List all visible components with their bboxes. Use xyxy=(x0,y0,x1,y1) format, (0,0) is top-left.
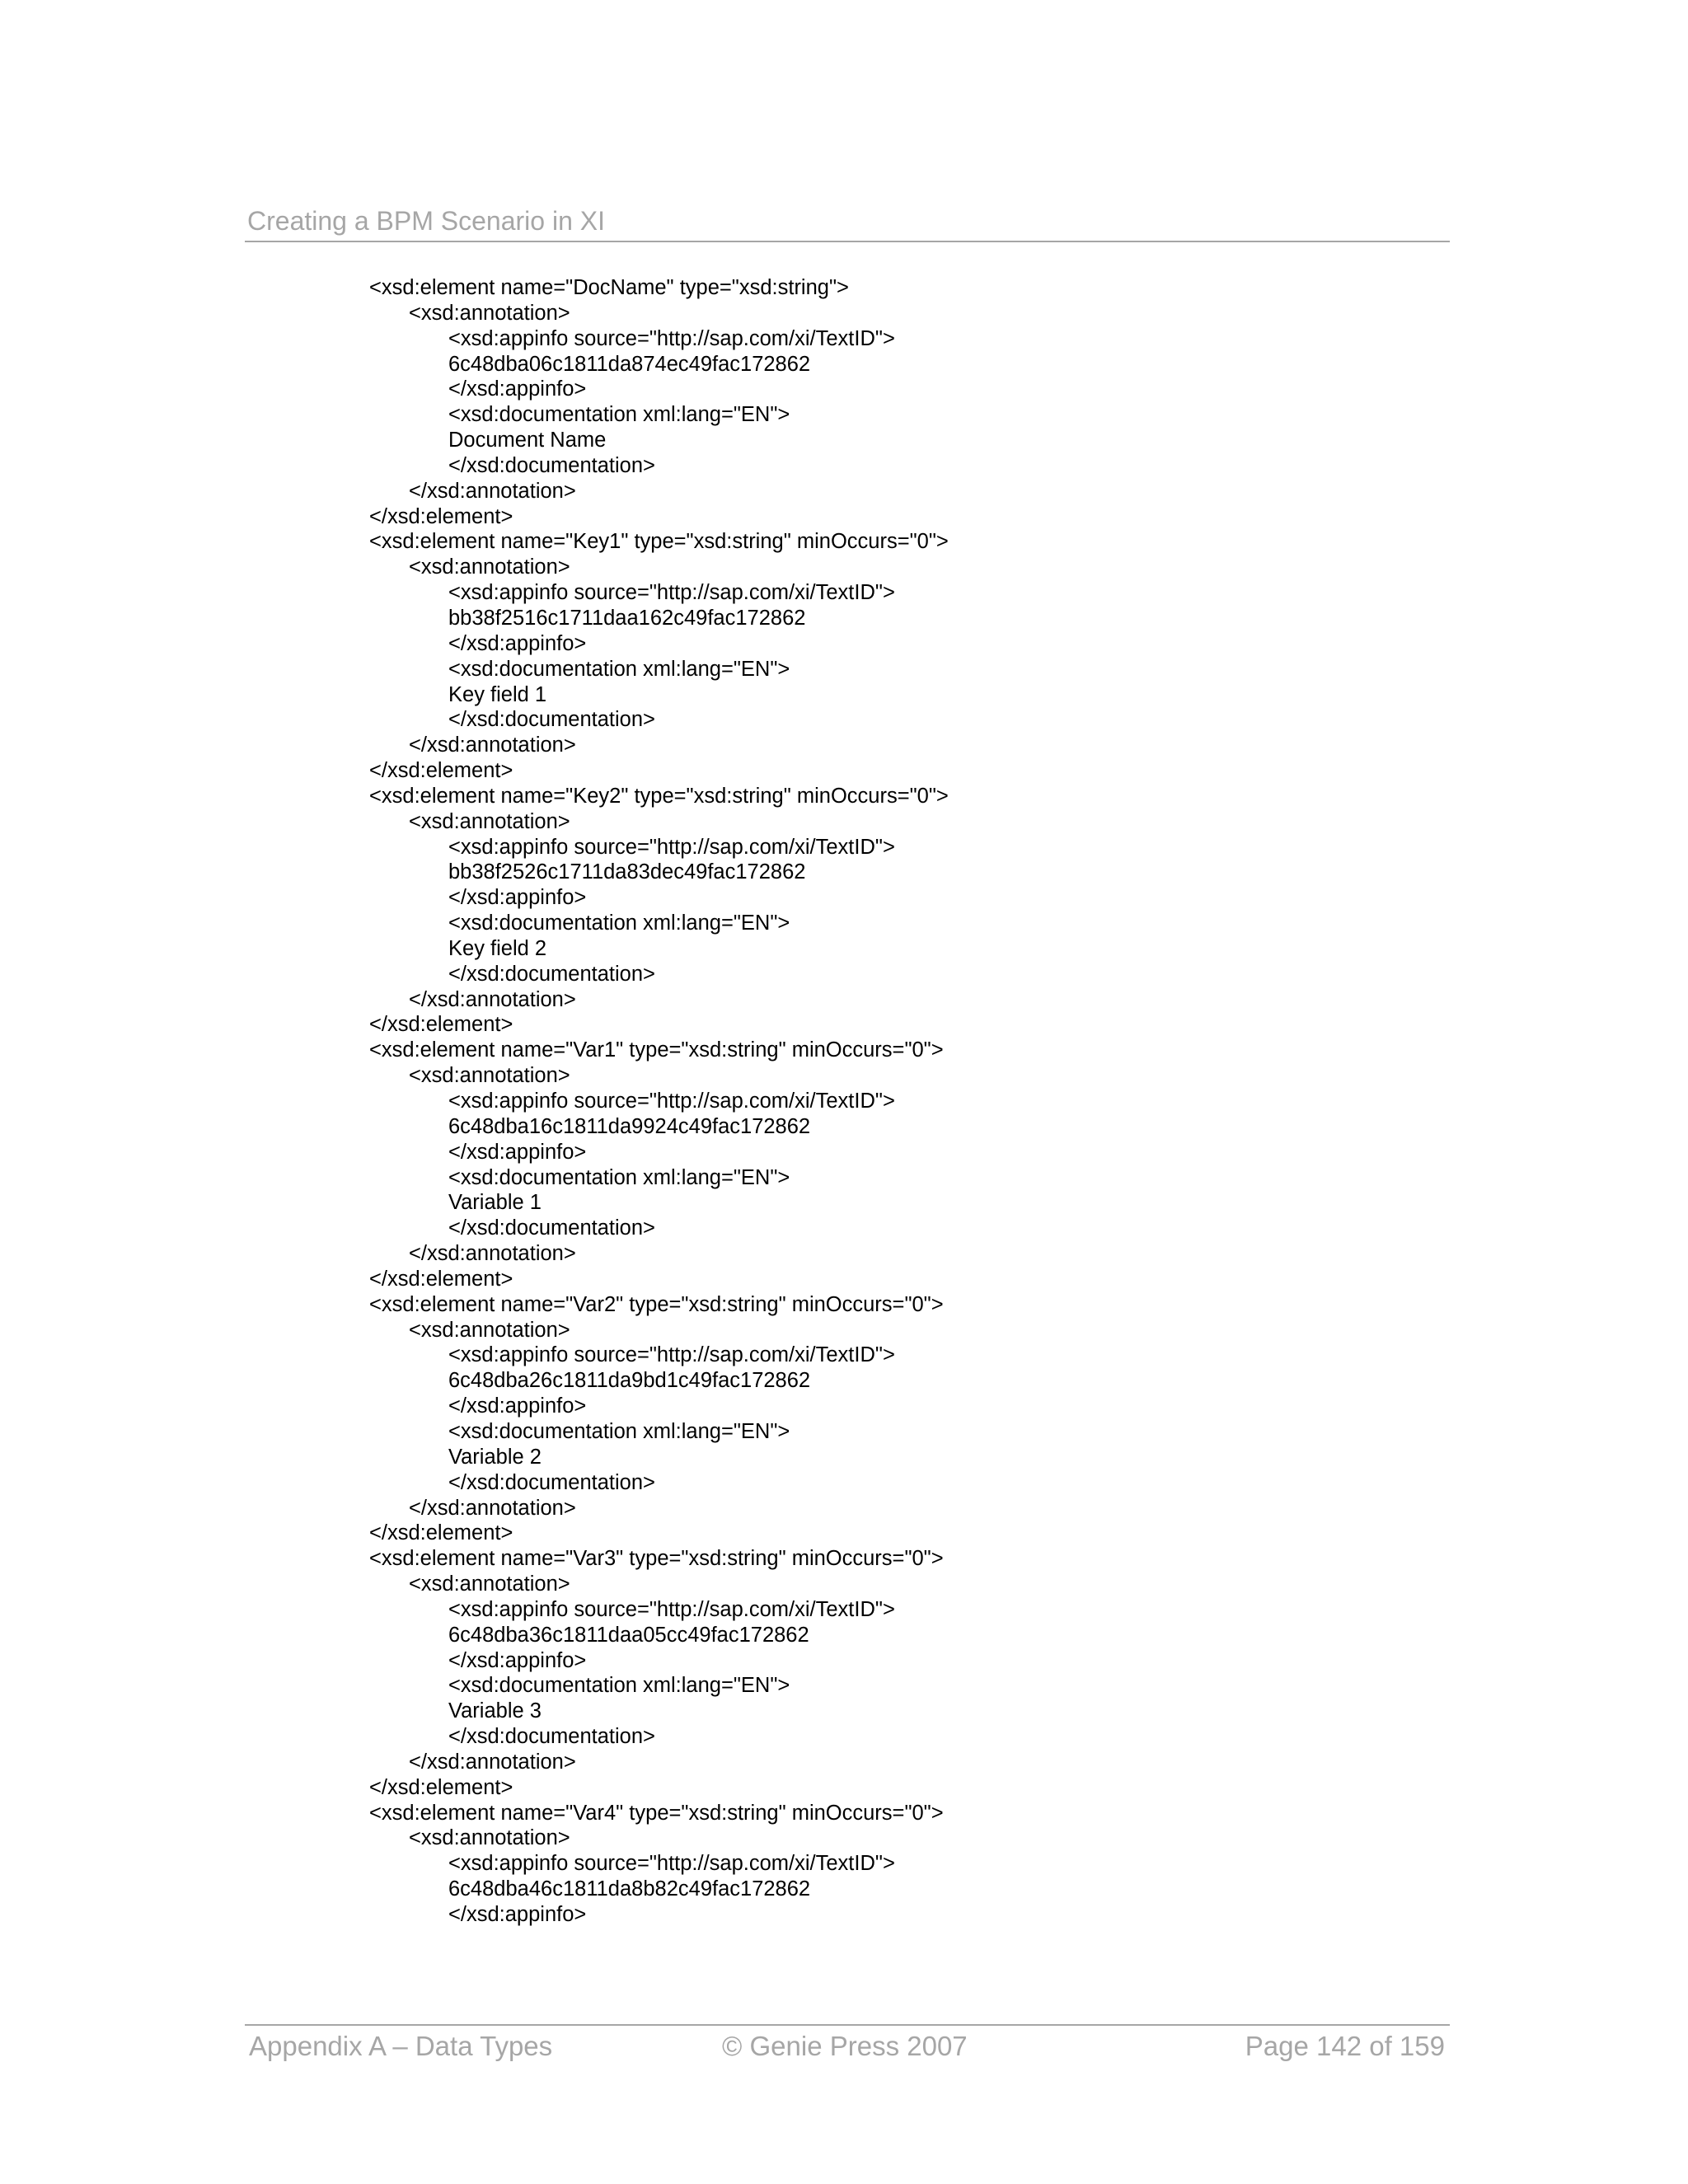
code-line: </xsd:appinfo> xyxy=(448,886,587,910)
code-line: <xsd:element name="Var3" type="xsd:string" minOccurs="0"> xyxy=(369,1547,944,1571)
code-line: 6c48dba26c1811da9bd1c49fac172862 xyxy=(448,1369,811,1393)
header-divider xyxy=(245,241,1450,242)
code-line: <xsd:annotation> xyxy=(409,1318,570,1342)
code-line: <xsd:element name="Var2" type="xsd:string" minOccurs="0"> xyxy=(369,1292,944,1316)
footer-page-number: Page 142 of 159 xyxy=(1245,2031,1445,2061)
code-line: bb38f2516c1711daa162c49fac172862 xyxy=(448,606,806,630)
code-line: <xsd:element name="Var1" type="xsd:string" minOccurs="0"> xyxy=(369,1038,944,1062)
code-line: </xsd:documentation> xyxy=(448,1216,655,1240)
code-line: 6c48dba16c1811da9924c49fac172862 xyxy=(448,1114,811,1138)
code-line: <xsd:annotation> xyxy=(409,301,570,325)
code-line: <xsd:element name="Key1" type="xsd:string" minOccurs="0"> xyxy=(369,530,949,554)
code-line: </xsd:element> xyxy=(369,759,513,783)
code-line: <xsd:appinfo source="http://sap.com/xi/TextID"> xyxy=(448,1343,895,1367)
page-header-title: Creating a BPM Scenario in XI xyxy=(247,206,605,236)
code-line: </xsd:element> xyxy=(369,504,513,528)
footer-divider xyxy=(245,2024,1450,2026)
code-line: <xsd:documentation xml:lang="EN"> xyxy=(448,1419,790,1443)
code-line: <xsd:element name="Key2" type="xsd:string" minOccurs="0"> xyxy=(369,784,949,808)
footer-copyright: © Genie Press 2007 xyxy=(722,2031,968,2061)
code-line: </xsd:documentation> xyxy=(448,962,655,986)
code-line: <xsd:appinfo source="http://sap.com/xi/TextID"> xyxy=(448,326,895,350)
code-line: </xsd:appinfo> xyxy=(448,1648,587,1672)
code-line: <xsd:element name="Var4" type="xsd:string" minOccurs="0"> xyxy=(369,1801,944,1825)
code-line: </xsd:appinfo> xyxy=(448,631,587,655)
code-line: <xsd:documentation xml:lang="EN"> xyxy=(448,1674,790,1698)
code-line: </xsd:element> xyxy=(369,1775,513,1799)
code-line: </xsd:documentation> xyxy=(448,708,655,732)
code-line: Variable 2 xyxy=(448,1445,542,1469)
footer-section-title: Appendix A – Data Types xyxy=(249,2031,553,2061)
code-line: <xsd:documentation xml:lang="EN"> xyxy=(448,1165,790,1189)
code-line: <xsd:annotation> xyxy=(409,1064,570,1088)
code-line: 6c48dba36c1811daa05cc49fac172862 xyxy=(448,1623,809,1647)
code-line: Variable 1 xyxy=(448,1191,542,1215)
code-line: <xsd:appinfo source="http://sap.com/xi/TextID"> xyxy=(448,1597,895,1621)
code-line: </xsd:annotation> xyxy=(409,1750,576,1774)
code-line: Document Name xyxy=(448,429,607,452)
code-line: </xsd:element> xyxy=(369,1267,513,1291)
code-line: </xsd:appinfo> xyxy=(448,1394,587,1418)
code-line: <xsd:annotation> xyxy=(409,809,570,833)
code-line: </xsd:element> xyxy=(369,1013,513,1037)
code-line: <xsd:annotation> xyxy=(409,555,570,579)
code-line: <xsd:documentation xml:lang="EN"> xyxy=(448,912,790,935)
code-line: </xsd:annotation> xyxy=(409,733,576,757)
code-line: Variable 3 xyxy=(448,1699,542,1723)
code-line: <xsd:documentation xml:lang="EN"> xyxy=(448,403,790,427)
code-line: </xsd:annotation> xyxy=(409,987,576,1011)
code-line: <xsd:documentation xml:lang="EN"> xyxy=(448,657,790,681)
code-line: </xsd:annotation> xyxy=(409,479,576,503)
code-line: <xsd:appinfo source="http://sap.com/xi/TextID"> xyxy=(448,1852,895,1876)
code-line: 6c48dba46c1811da8b82c49fac172862 xyxy=(448,1877,811,1901)
code-line: <xsd:element name="DocName" type="xsd:string"> xyxy=(369,276,849,299)
code-line: bb38f2526c1711da83dec49fac172862 xyxy=(448,860,806,884)
xsd-code-listing xyxy=(369,275,1441,1928)
code-line: </xsd:documentation> xyxy=(448,1725,655,1749)
code-line: </xsd:element> xyxy=(369,1521,513,1545)
code-line: </xsd:appinfo> xyxy=(448,1140,587,1164)
code-line: 6c48dba06c1811da874ec49fac172862 xyxy=(448,352,811,376)
code-line: </xsd:annotation> xyxy=(409,1242,576,1266)
code-line: Key field 1 xyxy=(448,682,547,706)
code-line: <xsd:annotation> xyxy=(409,1572,570,1596)
code-line: </xsd:documentation> xyxy=(448,453,655,477)
code-line: <xsd:appinfo source="http://sap.com/xi/TextID"> xyxy=(448,1090,895,1113)
code-line: Key field 2 xyxy=(448,936,547,960)
code-line: </xsd:appinfo> xyxy=(448,1903,587,1926)
code-line: <xsd:appinfo source="http://sap.com/xi/TextID"> xyxy=(448,835,895,859)
code-line: <xsd:annotation> xyxy=(409,1826,570,1850)
code-line: </xsd:annotation> xyxy=(409,1496,576,1520)
code-line: </xsd:appinfo> xyxy=(448,377,587,401)
code-line: <xsd:appinfo source="http://sap.com/xi/TextID"> xyxy=(448,581,895,605)
code-line: </xsd:documentation> xyxy=(448,1470,655,1494)
